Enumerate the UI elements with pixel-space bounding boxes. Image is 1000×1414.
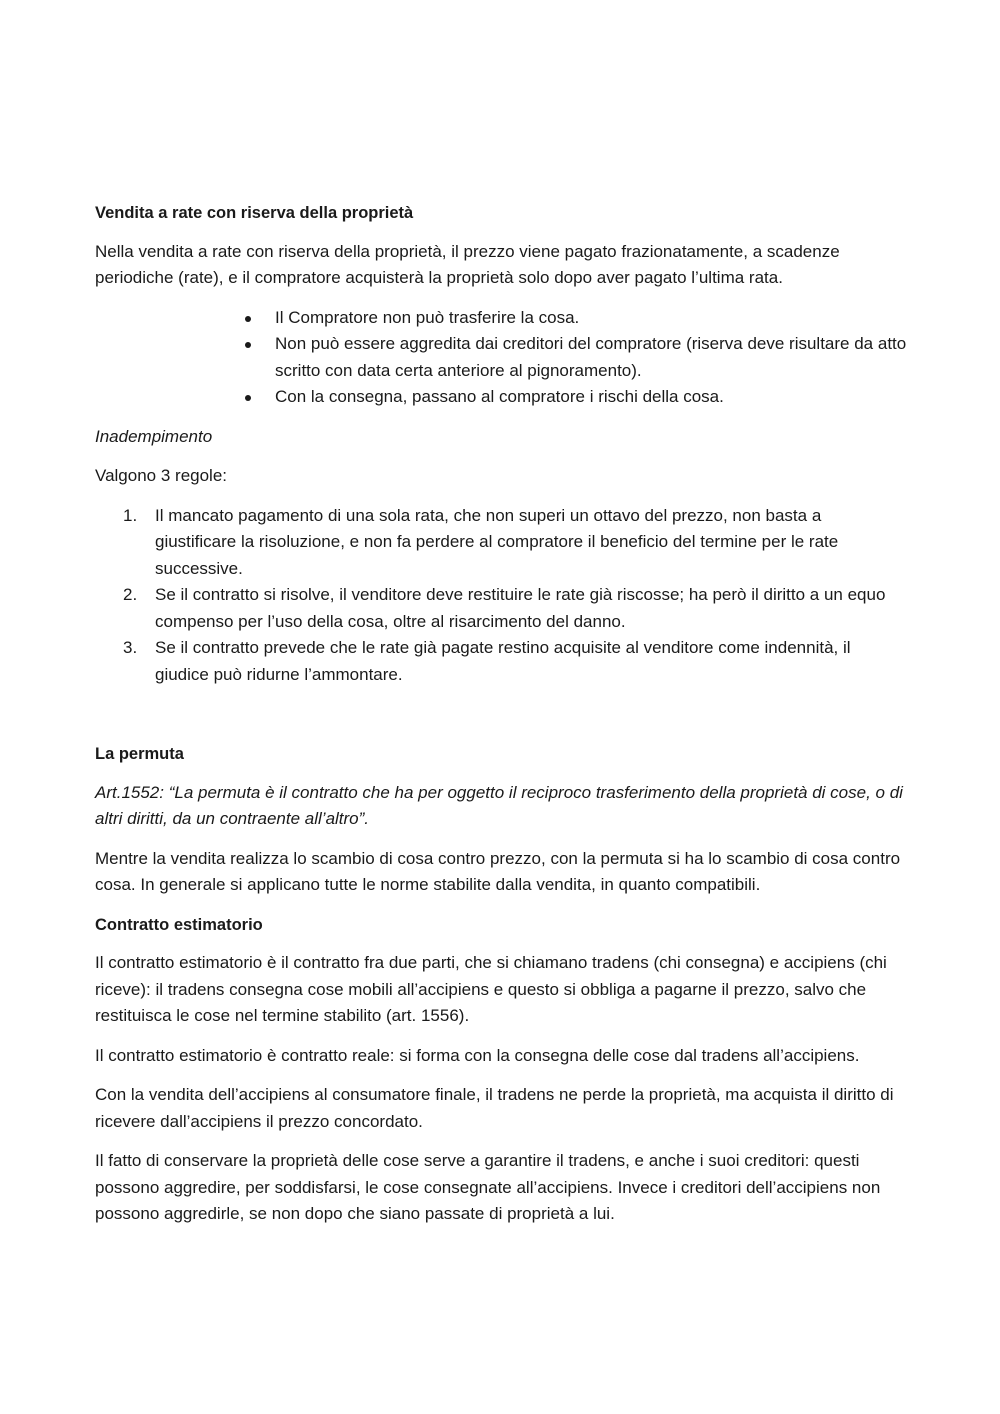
bullet-icon bbox=[245, 342, 251, 348]
bullet-item bbox=[275, 305, 907, 332]
spacer bbox=[95, 701, 907, 741]
bullet-item bbox=[275, 384, 907, 411]
list-number: 1. bbox=[123, 505, 138, 525]
list-number: 3. bbox=[123, 638, 138, 657]
bullet-text: Non può essere aggredita dai creditori del compratore (riserva deve risultare da atto scritto con data certa anteriore al pignoramento). bbox=[275, 334, 907, 380]
list-item bbox=[123, 635, 907, 688]
article-quote: Art.1552: “La permuta è il contratto che ha per oggetto il reciproco trasferimento della proprietà di cose, o di altri diritti, da un contraente all’altro”. bbox=[95, 782, 903, 828]
rules-intro: Valgono 3 regole: bbox=[95, 466, 228, 485]
paragraph-estimatorio: Con la vendita dell’accipiens al consumatore finale, il tradens ne perde la proprietà, ma acquista il diritto di ricevere dall’accipiens il prezzo concordato. bbox=[95, 1085, 894, 1131]
section-title-vendita: Vendita a rate con riserva della proprietà bbox=[95, 204, 414, 222]
list-item bbox=[123, 503, 907, 583]
section-title-estimatorio: Contratto estimatorio bbox=[95, 915, 263, 934]
bullet-icon bbox=[245, 395, 251, 401]
bullet-icon bbox=[245, 316, 251, 322]
list-item bbox=[123, 582, 907, 635]
paragraph-estimatorio: Il contratto estimatorio è contratto reale: si forma con la consegna delle cose dal tradens all’accipiens. bbox=[95, 1045, 860, 1065]
list-number: 2. bbox=[123, 585, 138, 604]
bullet-list bbox=[95, 305, 907, 411]
bullet-text: Con la consegna, passano al compratore i rischi della cosa. bbox=[275, 387, 724, 406]
list-text: Se il contratto prevede che le rate già pagate restino acquisite al venditore come indennità, il giudice può ridurne l’ammontare. bbox=[155, 638, 851, 684]
paragraph-permuta: Mentre la vendita realizza lo scambio di cosa contro prezzo, con la permuta si ha lo scambio di cosa contro cosa. In generale si applicano tutte le norme stabilite dalla vendita, in quanto compatibili. bbox=[95, 848, 901, 894]
section-title-permuta: La permuta bbox=[95, 745, 184, 763]
list-text: Se il contratto si risolve, il venditore deve restituire le rate già riscosse; ha però il diritto a un equo compenso per l’uso della cosa, oltre al risarcimento del danno. bbox=[155, 585, 886, 631]
document-page bbox=[95, 200, 907, 1241]
bullet-text: Il Compratore non può trasferire la cosa. bbox=[275, 307, 580, 327]
paragraph-estimatorio: Il fatto di conservare la proprietà delle cose serve a garantire il tradens, e anche i suoi creditori: questi possono aggredire, per soddisfarsi, le cose consegnate all’accipiens. Invece i creditori dell’accipiens non possono aggredirle, se non dopo che siano passate di proprietà a lui. bbox=[95, 1151, 881, 1223]
bullet-item bbox=[275, 331, 907, 384]
numbered-list bbox=[95, 503, 907, 689]
paragraph-vendita-intro: Nella vendita a rate con riserva della proprietà, il prezzo viene pagato frazionatamente, a scadenze periodiche (rate), e il compratore acquisterà la proprietà solo dopo aver pagato l’ultima rata. bbox=[95, 241, 840, 287]
list-text: Il mancato pagamento di una sola rata, che non superi un ottavo del prezzo, non basta a giustificare la risoluzione, e non fa perdere al compratore il beneficio del termine per le rate successive. bbox=[155, 505, 839, 578]
paragraph-estimatorio: Il contratto estimatorio è il contratto fra due parti, che si chiamano tradens (chi consegna) e accipiens (chi riceve): il tradens consegna cose mobili all’accipiens e questo si obbliga a pagarne il prezzo, salvo che restituisca le cose nel termine stabilito (art. 1556). bbox=[95, 953, 887, 1025]
subheading-inadempimento: Inadempimento bbox=[95, 426, 213, 446]
